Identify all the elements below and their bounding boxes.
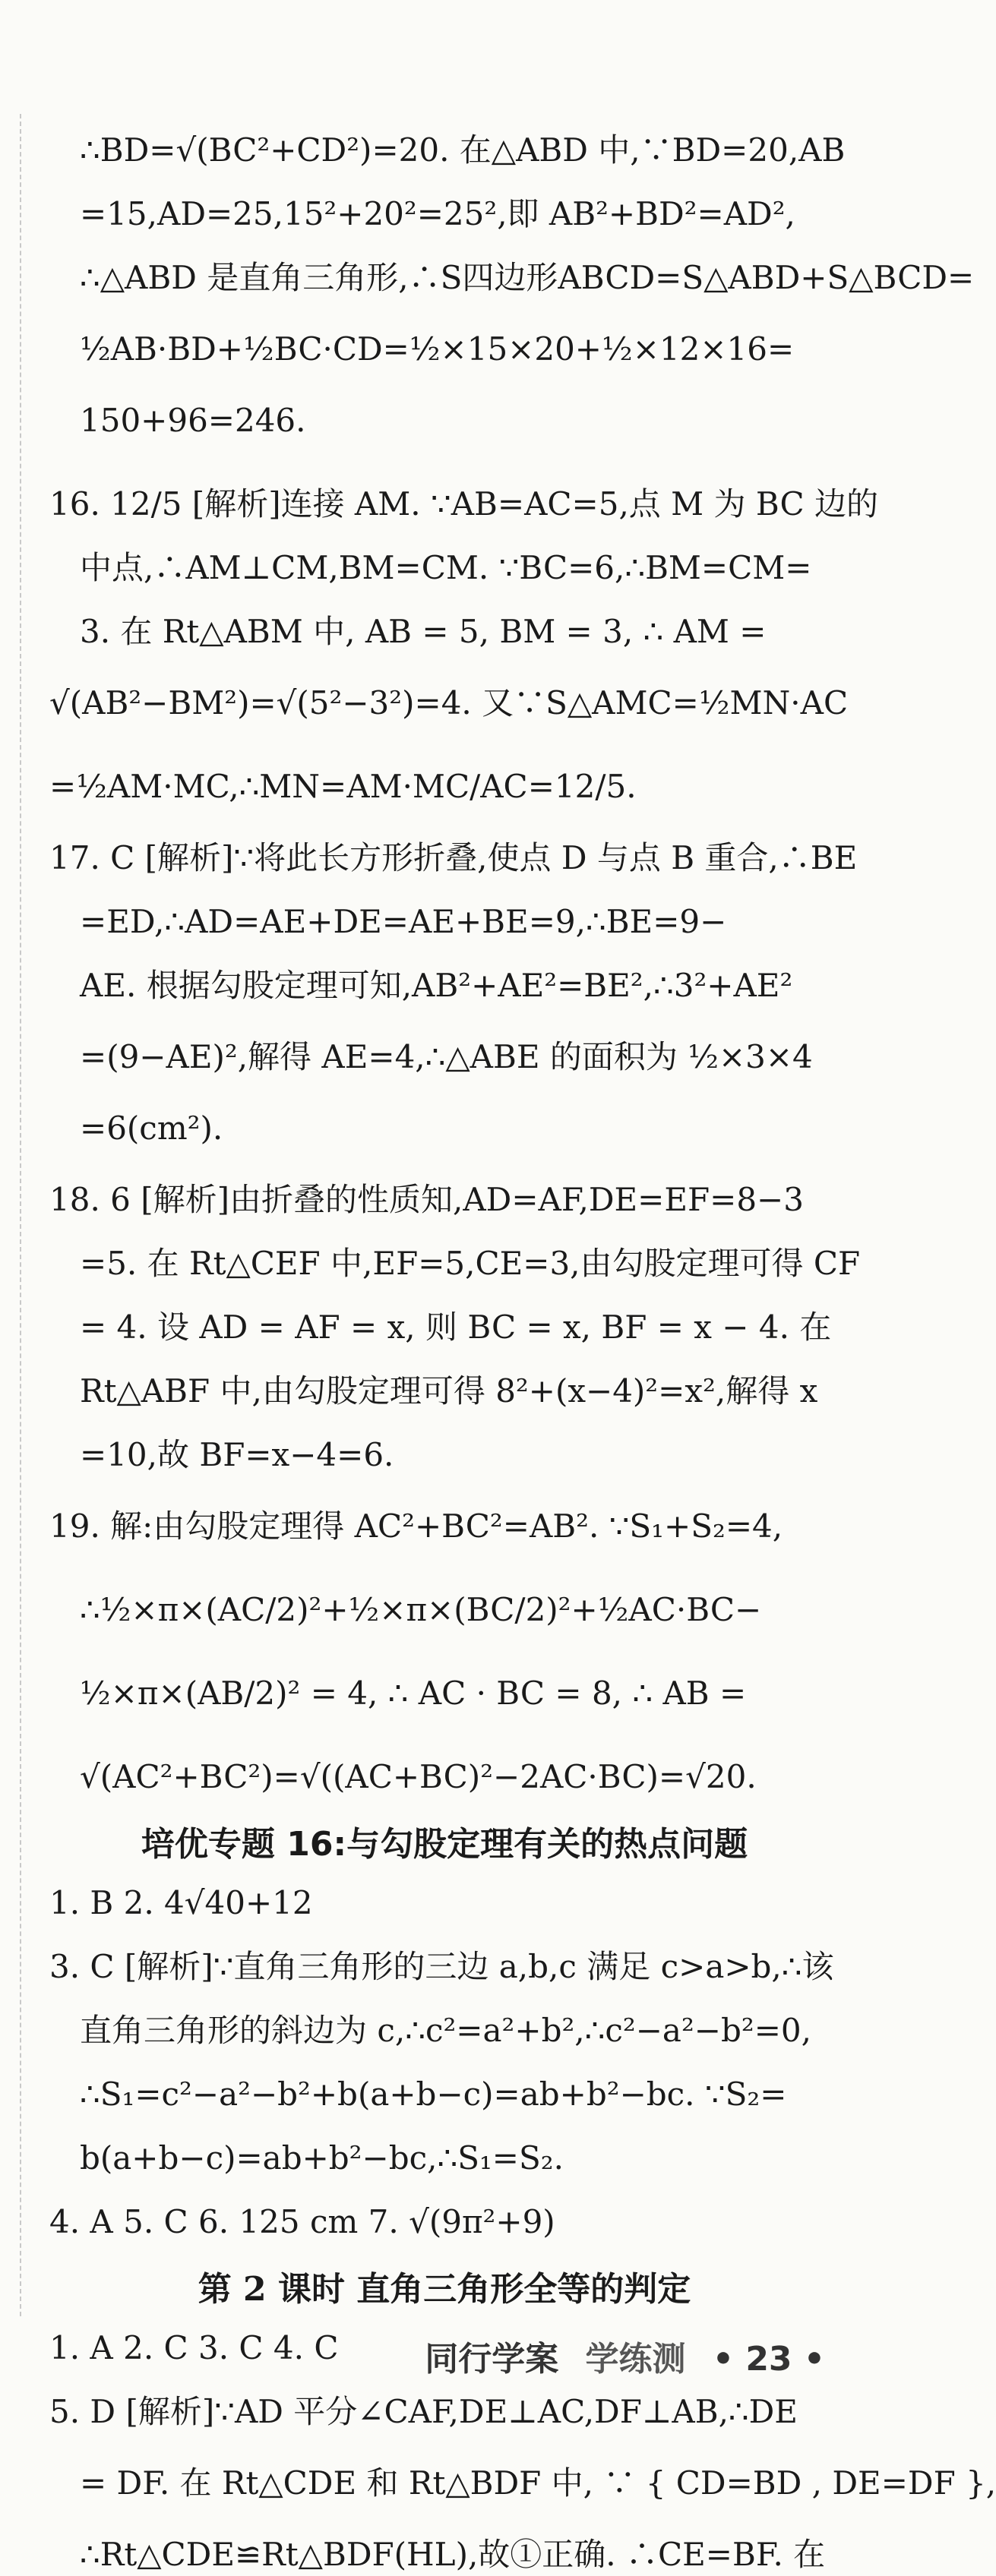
text-line: 中点,∴AM⊥CM,BM=CM. ∵BC=6,∴BM=CM= <box>80 549 812 586</box>
lesson-answer: 1. A 2. C 3. C 4. C <box>49 2329 339 2366</box>
page-number: • 23 • <box>712 2340 825 2379</box>
text-line: =½AM·MC,∴MN=AM·MC/AC=12/5. <box>49 768 637 805</box>
text-line: ∴△ABD 是直角三角形,∴S四边形ABCD=S△ABD+S△BCD= <box>80 259 975 296</box>
text-line: AE. 根据勾股定理可知,AB²+AE²=BE²,∴3²+AE² <box>80 967 793 1004</box>
answer-17: 17. C [解析]∵将此长方形折叠,使点 D 与点 B 重合,∴BE <box>49 839 858 876</box>
section-title: 培优专题 16:与勾股定理有关的热点问题 <box>141 1825 748 1864</box>
text-line: ½AB·BD+½BC·CD=½×15×20+½×12×16= <box>80 330 795 368</box>
text-line: =(9−AE)²,解得 AE=4,∴△ABE 的面积为 ½×3×4 <box>80 1038 813 1075</box>
lesson-title: 第 2 课时 直角三角形全等的判定 <box>198 2270 691 2309</box>
text-line: =ED,∴AD=AE+DE=AE+BE=9,∴BE=9− <box>80 903 727 940</box>
text-line: Rt△ABF 中,由勾股定理可得 8²+(x−4)²=x²,解得 x <box>80 1372 818 1410</box>
footer-practice: 学练测 <box>585 2340 686 2379</box>
footer-brand: 同行学案 <box>425 2340 559 2379</box>
binding-margin-rule <box>20 114 21 2316</box>
answer-content <box>49 129 996 2576</box>
text-line: √(AC²+BC²)=√((AC+BC)²−2AC·BC)=√20. <box>80 1758 757 1795</box>
text-line: 直角三角形的斜边为 c,∴c²=a²+b²,∴c²−a²−b²=0, <box>80 2012 811 2049</box>
page-footer <box>409 2331 825 2380</box>
text-line: ∴S₁=c²−a²−b²+b(a+b−c)=ab+b²−bc. ∵S₂= <box>80 2076 787 2113</box>
text-line: b(a+b−c)=ab+b²−bc,∴S₁=S₂. <box>80 2139 564 2177</box>
text-line: 3. 在 Rt△ABM 中, AB = 5, BM = 3, ∴ AM = <box>80 613 767 650</box>
text-line: ∴BD=√(BC²+CD²)=20. 在△ABD 中,∵BD=20,AB <box>80 131 846 169</box>
text-line: ∴½×π×(AC/2)²+½×π×(BC/2)²+½AC·BC− <box>80 1591 762 1628</box>
answer-19: 19. 解:由勾股定理得 AC²+BC²=AB². ∵S₁+S₂=4, <box>49 1507 783 1545</box>
text-line: ∴Rt△CDE≌Rt△BDF(HL),故①正确. ∴CE=BF. 在 <box>80 2536 826 2573</box>
text-line: =10,故 BF=x−4=6. <box>80 1436 394 1473</box>
answer-16: 16. 12/5 [解析]连接 AM. ∵AB=AC=5,点 M 为 BC 边的 <box>49 485 878 522</box>
text-line: ½×π×(AB/2)² = 4, ∴ AC · BC = 8, ∴ AB = <box>80 1675 747 1712</box>
text-line: =5. 在 Rt△CEF 中,EF=5,CE=3,由勾股定理可得 CF <box>80 1245 861 1282</box>
text-line: =6(cm²). <box>80 1110 223 1147</box>
text-line: √(AB²−BM²)=√(5²−3²)=4. 又∵S△AMC=½MN·AC <box>49 684 849 721</box>
section-answer: 4. A 5. C 6. 125 cm 7. √(9π²+9) <box>49 2203 555 2240</box>
section-answer: 1. B 2. 4√40+12 <box>49 1884 313 1921</box>
text-line: =15,AD=25,15²+20²=25²,即 AB²+BD²=AD², <box>80 195 795 232</box>
text-line: = DF. 在 Rt△CDE 和 Rt△BDF 中, ∵ { CD=BD , DE=DF }, <box>80 2464 996 2502</box>
text-line: 150+96=246. <box>80 402 306 439</box>
answer-18: 18. 6 [解析]由折叠的性质知,AD=AF,DE=EF=8−3 <box>49 1181 804 1218</box>
lesson-answer: 5. D [解析]∵AD 平分∠CAF,DE⊥AC,DF⊥AB,∴DE <box>49 2393 798 2430</box>
text-line: = 4. 设 AD = AF = x, 则 BC = x, BF = x − 4. 在 <box>80 1309 832 1346</box>
section-answer: 3. C [解析]∵直角三角形的三边 a,b,c 满足 c>a>b,∴该 <box>49 1948 834 1985</box>
